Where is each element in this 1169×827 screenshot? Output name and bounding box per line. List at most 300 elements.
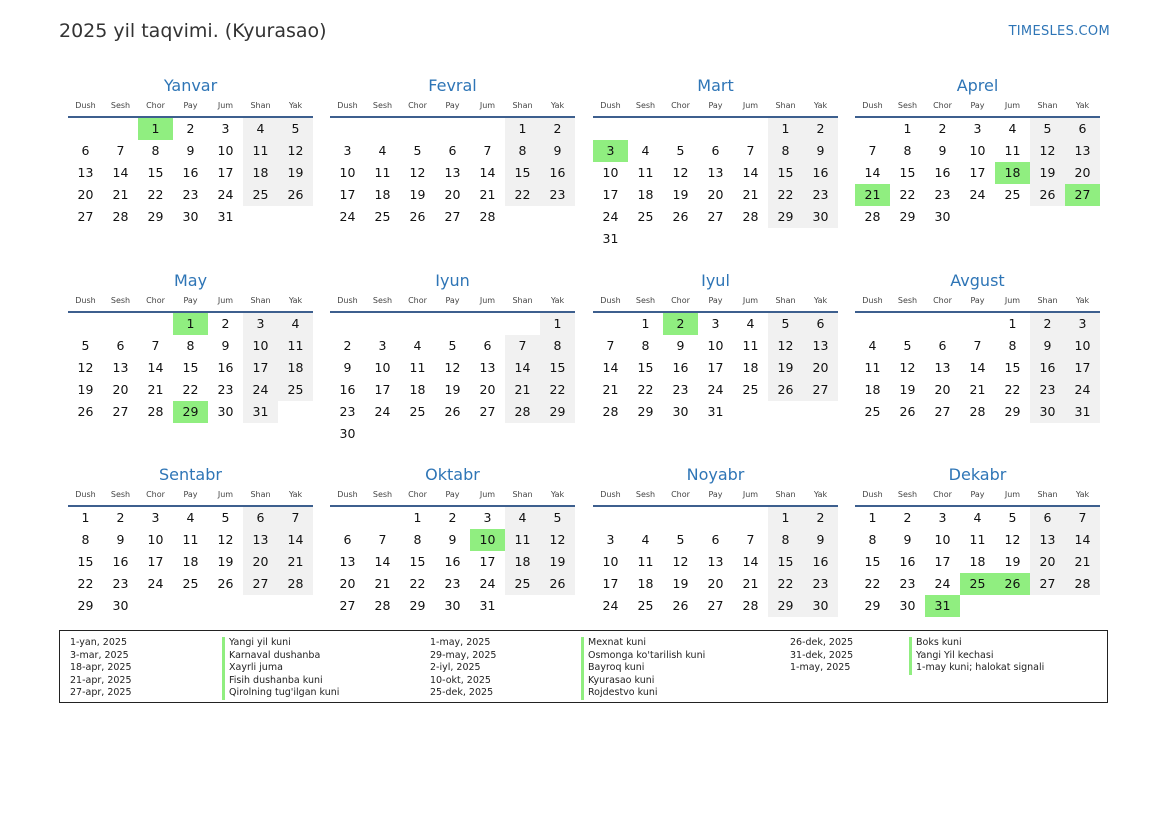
- day-cell[interactable]: 2: [448, 510, 457, 525]
- day-cell[interactable]: 24: [707, 382, 724, 397]
- day-cell[interactable]: 9: [221, 338, 230, 353]
- day-cell[interactable]: 4: [746, 316, 755, 331]
- day-cell[interactable]: 12: [444, 360, 461, 375]
- holiday-day-cell[interactable]: 25: [960, 573, 995, 595]
- day-cell[interactable]: 9: [803, 529, 838, 551]
- day-cell[interactable]: 12: [540, 529, 575, 551]
- day-cell[interactable]: 12: [899, 360, 916, 375]
- day-cell[interactable]: 18: [969, 554, 986, 569]
- day-cell[interactable]: 22: [409, 576, 426, 591]
- day-cell[interactable]: 14: [602, 360, 619, 375]
- day-cell[interactable]: 13: [803, 335, 838, 357]
- day-cell[interactable]: 22: [182, 382, 199, 397]
- day-cell[interactable]: 28: [112, 209, 129, 224]
- day-cell[interactable]: 25: [637, 598, 654, 613]
- day-cell[interactable]: 8: [151, 143, 160, 158]
- day-cell[interactable]: 15: [182, 360, 199, 375]
- day-cell[interactable]: 13: [707, 165, 724, 180]
- day-cell[interactable]: 31: [243, 401, 278, 423]
- day-cell[interactable]: 12: [672, 165, 689, 180]
- day-cell[interactable]: 8: [81, 532, 90, 547]
- day-cell[interactable]: 12: [217, 532, 234, 547]
- day-cell[interactable]: 28: [278, 573, 313, 595]
- day-cell[interactable]: 1: [505, 118, 540, 140]
- day-cell[interactable]: 13: [707, 554, 724, 569]
- day-cell[interactable]: 29: [768, 206, 803, 228]
- day-cell[interactable]: 20: [112, 382, 129, 397]
- day-cell[interactable]: 8: [768, 140, 803, 162]
- day-cell[interactable]: 30: [182, 209, 199, 224]
- day-cell[interactable]: 3: [483, 510, 492, 525]
- day-cell[interactable]: 23: [217, 382, 234, 397]
- day-cell[interactable]: 6: [938, 338, 947, 353]
- day-cell[interactable]: 2: [343, 338, 352, 353]
- day-cell[interactable]: 23: [803, 573, 838, 595]
- day-cell[interactable]: 5: [278, 118, 313, 140]
- day-cell[interactable]: 23: [339, 404, 356, 419]
- day-cell[interactable]: 23: [803, 184, 838, 206]
- site-link[interactable]: TIMESLES.COM: [1008, 24, 1110, 39]
- day-cell[interactable]: 25: [637, 209, 654, 224]
- day-cell[interactable]: 30: [803, 206, 838, 228]
- day-cell[interactable]: 30: [803, 595, 838, 617]
- holiday-day-cell[interactable]: 1: [138, 118, 173, 140]
- day-cell[interactable]: 19: [1030, 162, 1065, 184]
- day-cell[interactable]: 4: [278, 313, 313, 335]
- day-cell[interactable]: 22: [77, 576, 94, 591]
- day-cell[interactable]: 17: [969, 165, 986, 180]
- day-cell[interactable]: 3: [243, 313, 278, 335]
- day-cell[interactable]: 6: [711, 143, 720, 158]
- day-cell[interactable]: 28: [864, 209, 881, 224]
- day-cell[interactable]: 30: [217, 404, 234, 419]
- day-cell[interactable]: 25: [742, 382, 759, 397]
- day-cell[interactable]: 10: [934, 532, 951, 547]
- holiday-day-cell[interactable]: 2: [663, 313, 698, 335]
- day-cell[interactable]: 10: [374, 360, 391, 375]
- day-cell[interactable]: 14: [742, 165, 759, 180]
- day-cell[interactable]: 6: [1065, 118, 1100, 140]
- day-cell[interactable]: 4: [868, 338, 877, 353]
- day-cell[interactable]: 11: [374, 165, 391, 180]
- day-cell[interactable]: 27: [479, 404, 496, 419]
- day-cell[interactable]: 21: [112, 187, 129, 202]
- day-cell[interactable]: 27: [707, 598, 724, 613]
- day-cell[interactable]: 24: [1065, 379, 1100, 401]
- day-cell[interactable]: 3: [343, 143, 352, 158]
- day-cell[interactable]: 10: [602, 554, 619, 569]
- day-cell[interactable]: 28: [969, 404, 986, 419]
- day-cell[interactable]: 2: [221, 316, 230, 331]
- day-cell[interactable]: 7: [151, 338, 160, 353]
- day-cell[interactable]: 10: [243, 335, 278, 357]
- day-cell[interactable]: 18: [278, 357, 313, 379]
- day-cell[interactable]: 29: [147, 209, 164, 224]
- day-cell[interactable]: 27: [707, 209, 724, 224]
- day-cell[interactable]: 15: [637, 360, 654, 375]
- day-cell[interactable]: 14: [147, 360, 164, 375]
- day-cell[interactable]: 27: [934, 404, 951, 419]
- day-cell[interactable]: 15: [768, 551, 803, 573]
- day-cell[interactable]: 27: [1030, 573, 1065, 595]
- day-cell[interactable]: 27: [243, 573, 278, 595]
- day-cell[interactable]: 12: [1004, 532, 1021, 547]
- day-cell[interactable]: 29: [77, 598, 94, 613]
- day-cell[interactable]: 26: [540, 573, 575, 595]
- day-cell[interactable]: 25: [864, 404, 881, 419]
- day-cell[interactable]: 15: [1004, 360, 1021, 375]
- day-cell[interactable]: 7: [116, 143, 125, 158]
- day-cell[interactable]: 28: [479, 209, 496, 224]
- day-cell[interactable]: 1: [903, 121, 912, 136]
- day-cell[interactable]: 3: [378, 338, 387, 353]
- day-cell[interactable]: 4: [378, 143, 387, 158]
- day-cell[interactable]: 20: [707, 576, 724, 591]
- day-cell[interactable]: 14: [505, 357, 540, 379]
- day-cell[interactable]: 13: [934, 360, 951, 375]
- day-cell[interactable]: 19: [672, 187, 689, 202]
- day-cell[interactable]: 17: [243, 357, 278, 379]
- day-cell[interactable]: 12: [77, 360, 94, 375]
- day-cell[interactable]: 8: [868, 532, 877, 547]
- day-cell[interactable]: 31: [707, 404, 724, 419]
- day-cell[interactable]: 21: [602, 382, 619, 397]
- day-cell[interactable]: 31: [217, 209, 234, 224]
- day-cell[interactable]: 26: [768, 379, 803, 401]
- day-cell[interactable]: 25: [505, 573, 540, 595]
- day-cell[interactable]: 11: [1004, 143, 1021, 158]
- day-cell[interactable]: 31: [1065, 401, 1100, 423]
- day-cell[interactable]: 25: [374, 209, 391, 224]
- day-cell[interactable]: 7: [606, 338, 615, 353]
- day-cell[interactable]: 10: [969, 143, 986, 158]
- holiday-day-cell[interactable]: 21: [855, 184, 890, 206]
- day-cell[interactable]: 29: [540, 401, 575, 423]
- day-cell[interactable]: 14: [864, 165, 881, 180]
- day-cell[interactable]: 28: [374, 598, 391, 613]
- day-cell[interactable]: 20: [1065, 162, 1100, 184]
- day-cell[interactable]: 18: [505, 551, 540, 573]
- day-cell[interactable]: 9: [1030, 335, 1065, 357]
- day-cell[interactable]: 17: [374, 382, 391, 397]
- day-cell[interactable]: 1: [641, 316, 650, 331]
- day-cell[interactable]: 10: [147, 532, 164, 547]
- day-cell[interactable]: 9: [343, 360, 352, 375]
- day-cell[interactable]: 19: [409, 187, 426, 202]
- day-cell[interactable]: 29: [864, 598, 881, 613]
- day-cell[interactable]: 11: [278, 335, 313, 357]
- day-cell[interactable]: 15: [77, 554, 94, 569]
- day-cell[interactable]: 7: [973, 338, 982, 353]
- day-cell[interactable]: 13: [339, 554, 356, 569]
- day-cell[interactable]: 11: [864, 360, 881, 375]
- day-cell[interactable]: 19: [444, 382, 461, 397]
- day-cell[interactable]: 22: [505, 184, 540, 206]
- day-cell[interactable]: 6: [1030, 507, 1065, 529]
- day-cell[interactable]: 6: [448, 143, 457, 158]
- day-cell[interactable]: 2: [1030, 313, 1065, 335]
- day-cell[interactable]: 14: [374, 554, 391, 569]
- day-cell[interactable]: 1: [868, 510, 877, 525]
- day-cell[interactable]: 15: [864, 554, 881, 569]
- day-cell[interactable]: 16: [182, 165, 199, 180]
- day-cell[interactable]: 2: [116, 510, 125, 525]
- day-cell[interactable]: 19: [899, 382, 916, 397]
- day-cell[interactable]: 2: [540, 118, 575, 140]
- day-cell[interactable]: 8: [186, 338, 195, 353]
- day-cell[interactable]: 18: [243, 162, 278, 184]
- day-cell[interactable]: 8: [903, 143, 912, 158]
- day-cell[interactable]: 11: [182, 532, 199, 547]
- day-cell[interactable]: 1: [413, 510, 422, 525]
- day-cell[interactable]: 5: [221, 510, 230, 525]
- day-cell[interactable]: 12: [672, 554, 689, 569]
- day-cell[interactable]: 21: [374, 576, 391, 591]
- day-cell[interactable]: 1: [81, 510, 90, 525]
- day-cell[interactable]: 1: [768, 507, 803, 529]
- day-cell[interactable]: 30: [934, 209, 951, 224]
- day-cell[interactable]: 19: [540, 551, 575, 573]
- day-cell[interactable]: 6: [803, 313, 838, 335]
- day-cell[interactable]: 16: [540, 162, 575, 184]
- day-cell[interactable]: 8: [641, 338, 650, 353]
- day-cell[interactable]: 25: [409, 404, 426, 419]
- day-cell[interactable]: 8: [540, 335, 575, 357]
- day-cell[interactable]: 19: [278, 162, 313, 184]
- day-cell[interactable]: 21: [479, 187, 496, 202]
- day-cell[interactable]: 26: [77, 404, 94, 419]
- day-cell[interactable]: 4: [186, 510, 195, 525]
- day-cell[interactable]: 4: [973, 510, 982, 525]
- day-cell[interactable]: 30: [339, 426, 356, 441]
- day-cell[interactable]: 22: [1004, 382, 1021, 397]
- day-cell[interactable]: 16: [217, 360, 234, 375]
- day-cell[interactable]: 2: [186, 121, 195, 136]
- day-cell[interactable]: 17: [339, 187, 356, 202]
- day-cell[interactable]: 9: [186, 143, 195, 158]
- day-cell[interactable]: 16: [1030, 357, 1065, 379]
- day-cell[interactable]: 11: [409, 360, 426, 375]
- day-cell[interactable]: 2: [803, 507, 838, 529]
- day-cell[interactable]: 5: [1008, 510, 1017, 525]
- day-cell[interactable]: 30: [899, 598, 916, 613]
- day-cell[interactable]: 11: [969, 532, 986, 547]
- day-cell[interactable]: 25: [1004, 187, 1021, 202]
- day-cell[interactable]: 16: [112, 554, 129, 569]
- day-cell[interactable]: 5: [903, 338, 912, 353]
- day-cell[interactable]: 19: [1004, 554, 1021, 569]
- day-cell[interactable]: 10: [217, 143, 234, 158]
- day-cell[interactable]: 5: [413, 143, 422, 158]
- day-cell[interactable]: 22: [864, 576, 881, 591]
- holiday-day-cell[interactable]: 3: [593, 140, 628, 162]
- day-cell[interactable]: 29: [1004, 404, 1021, 419]
- day-cell[interactable]: 6: [483, 338, 492, 353]
- day-cell[interactable]: 30: [672, 404, 689, 419]
- day-cell[interactable]: 4: [505, 507, 540, 529]
- day-cell[interactable]: 8: [1008, 338, 1017, 353]
- day-cell[interactable]: 24: [147, 576, 164, 591]
- day-cell[interactable]: 15: [505, 162, 540, 184]
- day-cell[interactable]: 21: [742, 187, 759, 202]
- day-cell[interactable]: 27: [803, 379, 838, 401]
- day-cell[interactable]: 7: [378, 532, 387, 547]
- day-cell[interactable]: 16: [339, 382, 356, 397]
- day-cell[interactable]: 15: [768, 162, 803, 184]
- day-cell[interactable]: 13: [77, 165, 94, 180]
- day-cell[interactable]: 9: [903, 532, 912, 547]
- day-cell[interactable]: 5: [676, 143, 685, 158]
- day-cell[interactable]: 3: [151, 510, 160, 525]
- day-cell[interactable]: 9: [803, 140, 838, 162]
- day-cell[interactable]: 24: [934, 576, 951, 591]
- day-cell[interactable]: 9: [116, 532, 125, 547]
- day-cell[interactable]: 10: [339, 165, 356, 180]
- day-cell[interactable]: 23: [182, 187, 199, 202]
- day-cell[interactable]: 18: [409, 382, 426, 397]
- day-cell[interactable]: 14: [742, 554, 759, 569]
- day-cell[interactable]: 12: [768, 335, 803, 357]
- day-cell[interactable]: 5: [1030, 118, 1065, 140]
- day-cell[interactable]: 6: [711, 532, 720, 547]
- day-cell[interactable]: 27: [339, 598, 356, 613]
- day-cell[interactable]: 28: [505, 401, 540, 423]
- day-cell[interactable]: 11: [505, 529, 540, 551]
- day-cell[interactable]: 27: [77, 209, 94, 224]
- day-cell[interactable]: 4: [641, 143, 650, 158]
- day-cell[interactable]: 24: [479, 576, 496, 591]
- day-cell[interactable]: 27: [112, 404, 129, 419]
- day-cell[interactable]: 16: [803, 162, 838, 184]
- day-cell[interactable]: 9: [448, 532, 457, 547]
- day-cell[interactable]: 29: [409, 598, 426, 613]
- day-cell[interactable]: 3: [711, 316, 720, 331]
- day-cell[interactable]: 21: [505, 379, 540, 401]
- day-cell[interactable]: 9: [676, 338, 685, 353]
- day-cell[interactable]: 5: [448, 338, 457, 353]
- day-cell[interactable]: 26: [672, 598, 689, 613]
- day-cell[interactable]: 22: [768, 573, 803, 595]
- day-cell[interactable]: 25: [278, 379, 313, 401]
- day-cell[interactable]: 10: [602, 165, 619, 180]
- day-cell[interactable]: 25: [182, 576, 199, 591]
- day-cell[interactable]: 20: [444, 187, 461, 202]
- day-cell[interactable]: 23: [444, 576, 461, 591]
- day-cell[interactable]: 3: [606, 532, 615, 547]
- day-cell[interactable]: 11: [637, 165, 654, 180]
- day-cell[interactable]: 16: [803, 551, 838, 573]
- day-cell[interactable]: 20: [339, 576, 356, 591]
- day-cell[interactable]: 5: [768, 313, 803, 335]
- day-cell[interactable]: 12: [1030, 140, 1065, 162]
- day-cell[interactable]: 6: [116, 338, 125, 353]
- day-cell[interactable]: 11: [637, 554, 654, 569]
- day-cell[interactable]: 23: [540, 184, 575, 206]
- day-cell[interactable]: 29: [637, 404, 654, 419]
- day-cell[interactable]: 3: [221, 121, 230, 136]
- holiday-day-cell[interactable]: 26: [995, 573, 1030, 595]
- day-cell[interactable]: 24: [339, 209, 356, 224]
- day-cell[interactable]: 29: [899, 209, 916, 224]
- day-cell[interactable]: 4: [243, 118, 278, 140]
- holiday-day-cell[interactable]: 10: [470, 529, 505, 551]
- day-cell[interactable]: 15: [540, 357, 575, 379]
- day-cell[interactable]: 14: [479, 165, 496, 180]
- day-cell[interactable]: 12: [409, 165, 426, 180]
- day-cell[interactable]: 7: [868, 143, 877, 158]
- day-cell[interactable]: 19: [768, 357, 803, 379]
- day-cell[interactable]: 15: [147, 165, 164, 180]
- day-cell[interactable]: 14: [969, 360, 986, 375]
- day-cell[interactable]: 28: [147, 404, 164, 419]
- day-cell[interactable]: 17: [1065, 357, 1100, 379]
- day-cell[interactable]: 16: [899, 554, 916, 569]
- day-cell[interactable]: 23: [672, 382, 689, 397]
- day-cell[interactable]: 3: [1065, 313, 1100, 335]
- day-cell[interactable]: 9: [938, 143, 947, 158]
- day-cell[interactable]: 22: [540, 379, 575, 401]
- day-cell[interactable]: 9: [540, 140, 575, 162]
- day-cell[interactable]: 16: [444, 554, 461, 569]
- day-cell[interactable]: 13: [444, 165, 461, 180]
- day-cell[interactable]: 5: [676, 532, 685, 547]
- day-cell[interactable]: 15: [409, 554, 426, 569]
- day-cell[interactable]: 23: [112, 576, 129, 591]
- day-cell[interactable]: 17: [707, 360, 724, 375]
- day-cell[interactable]: 13: [1030, 529, 1065, 551]
- day-cell[interactable]: 6: [243, 507, 278, 529]
- holiday-day-cell[interactable]: 27: [1065, 184, 1100, 206]
- day-cell[interactable]: 27: [444, 209, 461, 224]
- day-cell[interactable]: 11: [742, 338, 759, 353]
- day-cell[interactable]: 1: [540, 313, 575, 335]
- day-cell[interactable]: 17: [479, 554, 496, 569]
- day-cell[interactable]: 26: [672, 209, 689, 224]
- day-cell[interactable]: 18: [742, 360, 759, 375]
- day-cell[interactable]: 24: [602, 209, 619, 224]
- day-cell[interactable]: 22: [899, 187, 916, 202]
- day-cell[interactable]: 18: [182, 554, 199, 569]
- day-cell[interactable]: 21: [1065, 551, 1100, 573]
- day-cell[interactable]: 20: [243, 551, 278, 573]
- day-cell[interactable]: 31: [479, 598, 496, 613]
- day-cell[interactable]: 3: [973, 121, 982, 136]
- day-cell[interactable]: 29: [768, 595, 803, 617]
- day-cell[interactable]: 28: [1065, 573, 1100, 595]
- day-cell[interactable]: 5: [540, 507, 575, 529]
- holiday-day-cell[interactable]: 31: [925, 595, 960, 617]
- day-cell[interactable]: 25: [243, 184, 278, 206]
- day-cell[interactable]: 26: [278, 184, 313, 206]
- day-cell[interactable]: 8: [505, 140, 540, 162]
- day-cell[interactable]: 28: [742, 209, 759, 224]
- holiday-day-cell[interactable]: 18: [995, 162, 1030, 184]
- day-cell[interactable]: 15: [899, 165, 916, 180]
- day-cell[interactable]: 7: [746, 532, 755, 547]
- day-cell[interactable]: 17: [602, 187, 619, 202]
- day-cell[interactable]: 19: [672, 576, 689, 591]
- day-cell[interactable]: 13: [243, 529, 278, 551]
- day-cell[interactable]: 21: [278, 551, 313, 573]
- day-cell[interactable]: 3: [938, 510, 947, 525]
- day-cell[interactable]: 22: [147, 187, 164, 202]
- day-cell[interactable]: 26: [444, 404, 461, 419]
- day-cell[interactable]: 21: [742, 576, 759, 591]
- day-cell[interactable]: 18: [864, 382, 881, 397]
- holiday-day-cell[interactable]: 1: [173, 313, 208, 335]
- day-cell[interactable]: 23: [1030, 379, 1065, 401]
- day-cell[interactable]: 18: [374, 187, 391, 202]
